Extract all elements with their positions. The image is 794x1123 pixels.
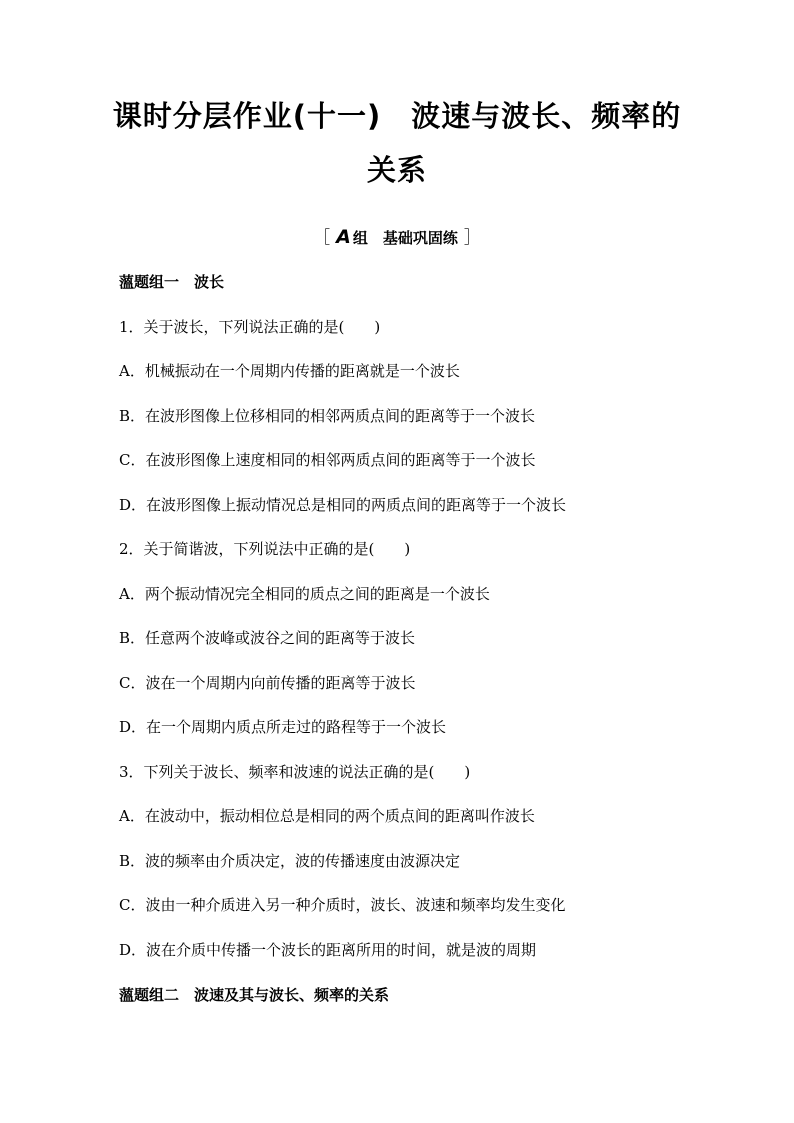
question-2-option-c: C．波在一个周期内向前传播的距离等于波长: [119, 674, 416, 692]
question-2-option-b: B．任意两个波峰或波谷之间的距离等于波长: [119, 629, 416, 647]
group-name: 组 基础巩固练: [352, 229, 458, 247]
section-heading-1: 薀题组一 波长: [119, 273, 225, 291]
question-1-stem: 1．关于波长，下列说法正确的是( ): [119, 318, 381, 336]
question-3-option-c: C．波由一种介质进入另一种介质时，波长、波速和频率均发生变化: [119, 896, 566, 914]
question-3-stem: 3．下列关于波长、频率和波速的说法正确的是( ): [119, 763, 471, 781]
question-3-option-a: A．在波动中，振动相位总是相同的两个质点间的距离叫作波长: [119, 807, 535, 825]
question-3-option-d: D．波在介质中传播一个波长的距离所用的时间，就是波的周期: [119, 941, 537, 959]
section-heading-2: 薀题组二 波速及其与波长、频率的关系: [119, 986, 390, 1004]
document-title-line-1: 课时分层作业(十一) 波速与波长、频率的: [112, 99, 682, 133]
question-1-option-d: D．在波形图像上振动情况总是相同的两质点间的距离等于一个波长: [119, 496, 567, 514]
group-letter: A: [336, 226, 351, 248]
question-1-option-b: B．在波形图像上位移相同的相邻两质点间的距离等于一个波长: [119, 407, 536, 425]
group-open-bracket: ［: [313, 228, 331, 248]
question-3-option-b: B．波的频率由介质决定，波的传播速度由波源决定: [119, 852, 461, 870]
question-2-option-a: A．两个振动情况完全相同的质点之间的距离是一个波长: [119, 585, 490, 603]
question-1-option-c: C．在波形图像上速度相同的相邻两质点间的距离等于一个波长: [119, 451, 536, 469]
question-1-option-a: A．机械振动在一个周期内传播的距离就是一个波长: [119, 362, 460, 380]
question-2-stem: 2．关于简谐波，下列说法中正确的是( ): [119, 540, 411, 558]
document-title-line-2: 关系: [366, 153, 427, 187]
question-2-option-d: D．在一个周期内质点所走过的路程等于一个波长: [119, 718, 447, 736]
group-close-bracket: ］: [463, 228, 481, 248]
group-heading: [0, 226, 794, 249]
